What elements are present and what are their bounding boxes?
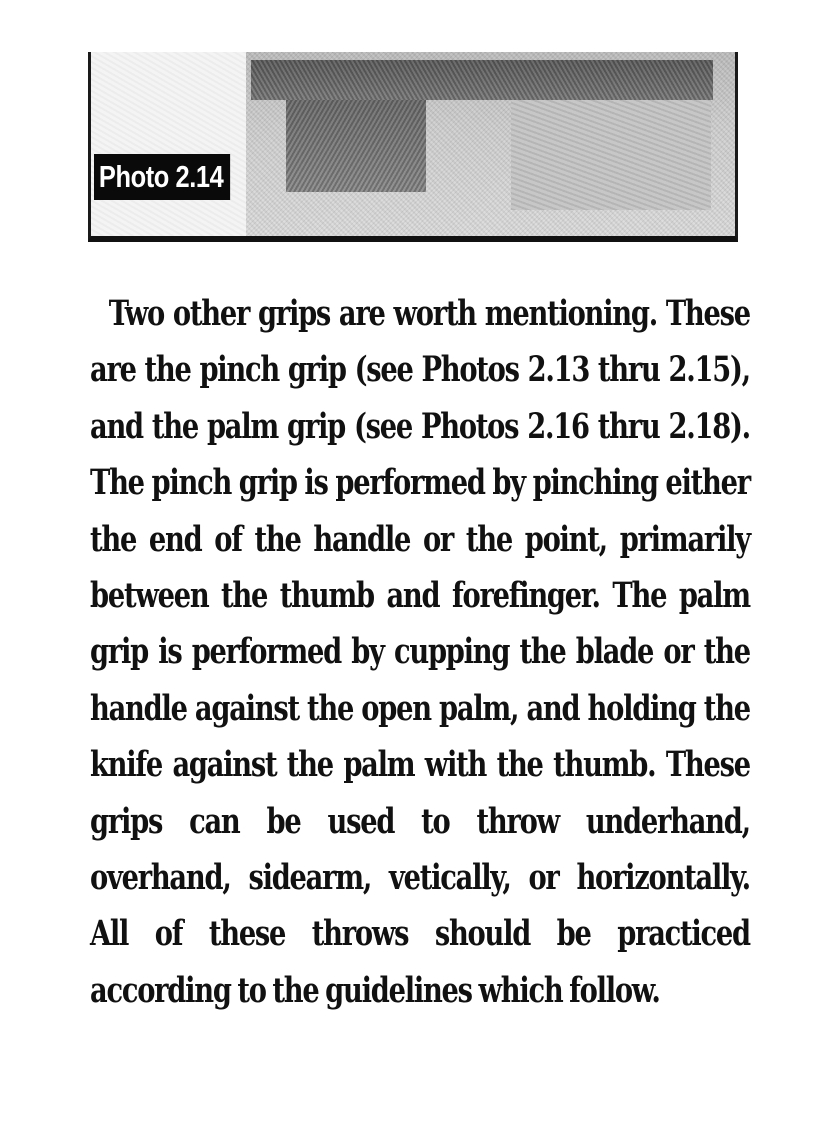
photo-background-left xyxy=(91,52,246,236)
photo-figure xyxy=(88,52,738,242)
photo-caption-label: Photo 2.14 xyxy=(94,154,230,200)
photo-image-region-mid xyxy=(511,100,711,210)
photo-image-region-top xyxy=(251,60,713,100)
body-paragraph: Two other grips are worth mentioning. These are the pinch grip (see Photos 2.13 thru 2.15), and the palm grip (see Photos 2.16 thru 2.18). The pinch grip is performed by pinching either the end of the handle or the point, primarily between the thumb and forefinger. The palm grip is performed by cupping the blade or the handle against the open palm, and holding the knife against the palm with the thumb. These grips can be used to throw underhand, overhand, sidearm, vetically, or horizontally. All of these throws should be practiced according to the guidelines which follow. xyxy=(90,293,750,1011)
photo-image-region-dark xyxy=(286,100,426,192)
